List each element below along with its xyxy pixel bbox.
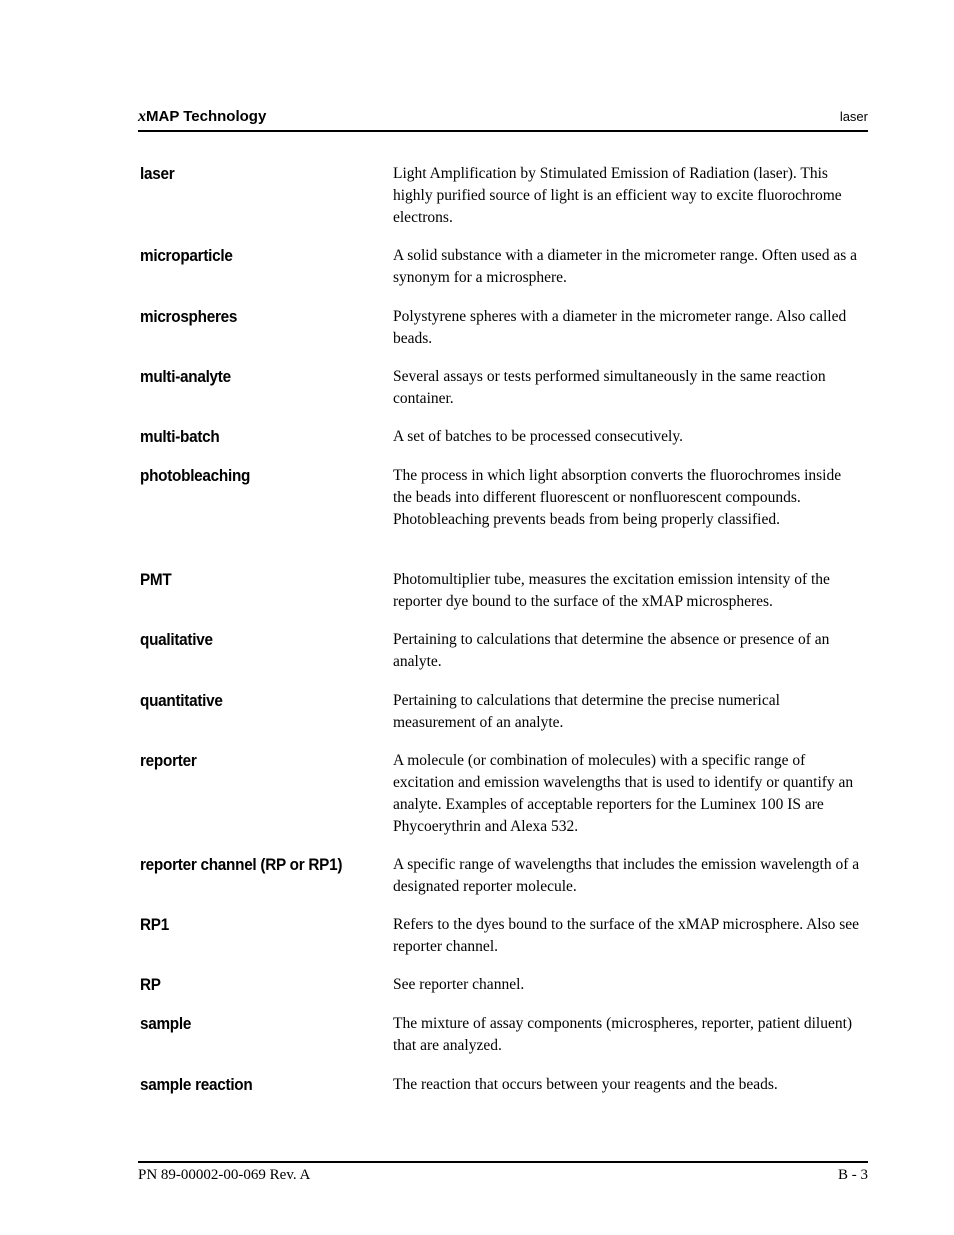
glossary-definition: The process in which light absorption converts the fluorochromes inside the beads into different fluorescent or nonfluorescent compounds. Photobleaching prevents beads from being properly classified. bbox=[393, 467, 842, 528]
header-title bbox=[138, 108, 266, 126]
glossary-term: reporter bbox=[140, 751, 197, 770]
page-header bbox=[138, 108, 868, 132]
page-footer bbox=[138, 1161, 868, 1183]
header-section-label: laser bbox=[839, 109, 868, 124]
glossary-term: qualitative bbox=[140, 630, 213, 649]
glossary-definition: See reporter channel. bbox=[393, 976, 525, 993]
glossary-term: sample bbox=[140, 1014, 192, 1033]
glossary-term: multi-analyte bbox=[140, 367, 231, 386]
glossary-definition: Pertaining to calculations that determine the precise numerical measurement of an analyte. bbox=[393, 692, 780, 731]
glossary-term: multi-batch bbox=[140, 427, 220, 446]
glossary-definition: Pertaining to calculations that determine the absence or presence of an analyte. bbox=[393, 631, 830, 670]
glossary-definition: Polystyrene spheres with a diameter in the micrometer range. Also called beads. bbox=[393, 308, 847, 347]
glossary-definition: Several assays or tests performed simultaneously in the same reaction container. bbox=[393, 368, 826, 407]
header-title-rest: MAP Technology bbox=[146, 108, 267, 125]
glossary-definition: A specific range of wavelengths that includes the emission wavelength of a designated reporter molecule. bbox=[393, 856, 860, 895]
glossary-term: reporter channel (RP or RP1) bbox=[140, 855, 343, 874]
glossary-term: microspheres bbox=[140, 307, 238, 326]
footer-part-number: PN 89-00002-00-069 Rev. A bbox=[138, 1167, 311, 1183]
glossary-term: RP bbox=[140, 975, 161, 994]
glossary-term: sample reaction bbox=[140, 1075, 253, 1094]
glossary-term: laser bbox=[140, 164, 175, 183]
glossary-definition: A molecule (or combination of molecules) with a specific range of excitation and emission wavelengths that is used to identify or quantify an analyte. Examples of acceptable reporters for the Luminex 100 IS are Phycoerythrin and Alexa 532. bbox=[393, 752, 854, 835]
glossary-definition: Refers to the dyes bound to the surface of the xMAP microsphere. Also see reporter channel. bbox=[393, 916, 860, 955]
glossary-definition: A solid substance with a diameter in the micrometer range. Often used as a synonym for a microsphere. bbox=[393, 247, 857, 286]
glossary-definition: Light Amplification by Stimulated Emission of Radiation (laser). This highly purified source of light is an efficient way to excite fluorochrome electrons. bbox=[393, 165, 842, 226]
footer-page-number: B - 3 bbox=[838, 1167, 868, 1183]
glossary-definition: A set of batches to be processed consecutively. bbox=[393, 428, 683, 445]
glossary-term: PMT bbox=[140, 570, 172, 589]
glossary-definition: Photomultiplier tube, measures the excitation emission intensity of the reporter dye bound to the surface of the xMAP microspheres. bbox=[393, 571, 830, 610]
glossary-definition: The reaction that occurs between your reagents and the beads. bbox=[393, 1076, 778, 1093]
glossary-term: quantitative bbox=[140, 691, 223, 710]
header-title-prefix: x bbox=[138, 108, 146, 125]
glossary-definition: The mixture of assay components (microspheres, reporter, patient diluent) that are analyzed. bbox=[393, 1015, 853, 1054]
glossary-term: microparticle bbox=[140, 246, 233, 265]
glossary-term: RP1 bbox=[140, 915, 169, 934]
glossary-term: photobleaching bbox=[140, 466, 251, 485]
